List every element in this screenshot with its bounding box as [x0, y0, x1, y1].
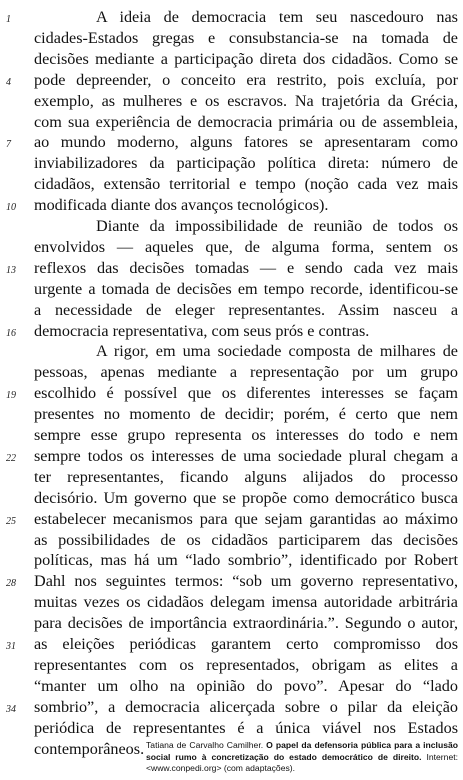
text-line: urgente a tomada de decisões em tempo recorde, identificou-se	[34, 279, 458, 298]
credit-source: Internet: <www.conpedi.org> (com adaptações).	[146, 751, 458, 773]
text-line: para decisões de importância extraordinária.”. Segundo o autor,	[34, 614, 458, 633]
text-line: reflexos das decisões tomadas — e sendo cada vez mais	[34, 258, 458, 277]
line-number: 25	[6, 515, 16, 527]
text-line: Diante da impossibilidade de reunião de todos os	[96, 217, 458, 235]
line-number: 4	[6, 76, 11, 88]
text-line: A ideia de democracia tem seu nascedouro nas	[96, 8, 458, 26]
text-line: sempre esse grupo representa os interesses do todo e nem	[34, 426, 458, 444]
line-number: 28	[6, 578, 16, 590]
line-number: 19	[6, 390, 16, 402]
text-line: as possibilidades de os cidadãos participarem das decisões	[34, 530, 458, 549]
text-line: envolvidos — aqueles que, de alguma forma, sentem os	[34, 237, 458, 256]
line-number: 31	[6, 641, 16, 652]
text-line: as eleições periódicas garantem certo compromisso dos	[34, 635, 458, 653]
text-line: pode depreender, o conceito era restrito, pois excluía, por	[34, 70, 458, 89]
text-line: presentes no momento de decidir; porém, é certo que nem	[34, 405, 458, 424]
text-line: sempre todos os interesses de uma sociedade plural chegam a	[34, 446, 458, 465]
line-number: 1	[6, 14, 11, 25]
text-line: estabelecer mecanismos para que sejam garantidas ao máximo	[34, 509, 458, 528]
text-line: inviabilizadores da participação política direta: número de	[34, 154, 458, 173]
text-line: periódica de representantes é a única viável nos Estados	[34, 718, 458, 737]
text-line: ao mundo moderno, alguns fatores se apresentaram como	[34, 133, 458, 152]
line-number: 7	[6, 139, 11, 151]
text-line: representantes com os representados, obrigam as elites a	[34, 655, 458, 674]
line-number: 22	[6, 452, 16, 464]
line-number: 13	[6, 264, 16, 276]
text-line: escolhido é possível que os diferentes interesses se façam	[34, 384, 458, 403]
source-credit	[146, 740, 458, 775]
text-line: decisões mediante a participação direta dos cidadãos. Como se	[34, 49, 458, 68]
line-number: 16	[6, 327, 16, 339]
text-line: decisório. Um governo que se propõe como democrático busca	[34, 488, 458, 507]
text-line: contemporâneos.	[34, 739, 145, 758]
line-number: 34	[6, 703, 16, 715]
text-line: a necessidade de eleger representantes. Assim nasceu a	[34, 300, 458, 319]
text-line: A rigor, em uma sociedade composta de milhares de	[96, 342, 458, 361]
text-line: cidades-Estados gregas e consubstancia-se na tomada de	[34, 28, 458, 47]
text-line: pessoas, apenas mediante a representação por um grupo	[34, 363, 458, 382]
text-line: com sua experiência de democracia primária ou de assembleia,	[34, 112, 458, 131]
text-line: cidadãos, extensão territorial e tempo (noção cada vez mais	[34, 175, 458, 194]
line-number: 10	[6, 202, 16, 214]
text-line: modificada diante dos avanços tecnológicos).	[34, 196, 329, 215]
text-line: “manter um olho na opinião do povo”. Apesar do “lado	[34, 676, 458, 695]
text-line: ter representantes, ficando alguns alijados do processo	[34, 467, 458, 486]
text-line: sombrio”, a democracia alicerçada sobre o pilar da eleição	[34, 697, 458, 716]
text-line: exemplo, as mulheres e os escravos. Na trajetória da Grécia,	[34, 91, 458, 110]
text-line: muitas vezes os cidadãos delegam imensa autoridade arbitrária	[34, 593, 458, 612]
text-line: políticas, mas há um “lado sombrio”, identificado por Robert	[34, 551, 458, 570]
text-line: democracia representativa, com seus prós e contras.	[34, 321, 370, 340]
text-line: Dahl nos seguintes termos: “sob um governo representativo,	[34, 572, 458, 591]
credit-title: O papel da defensoria pública para a inclusão social rumo à concretização do estado democrático de direito.	[146, 740, 459, 762]
credit-author: Tatiana de Carvalho Camilher.	[146, 740, 264, 750]
